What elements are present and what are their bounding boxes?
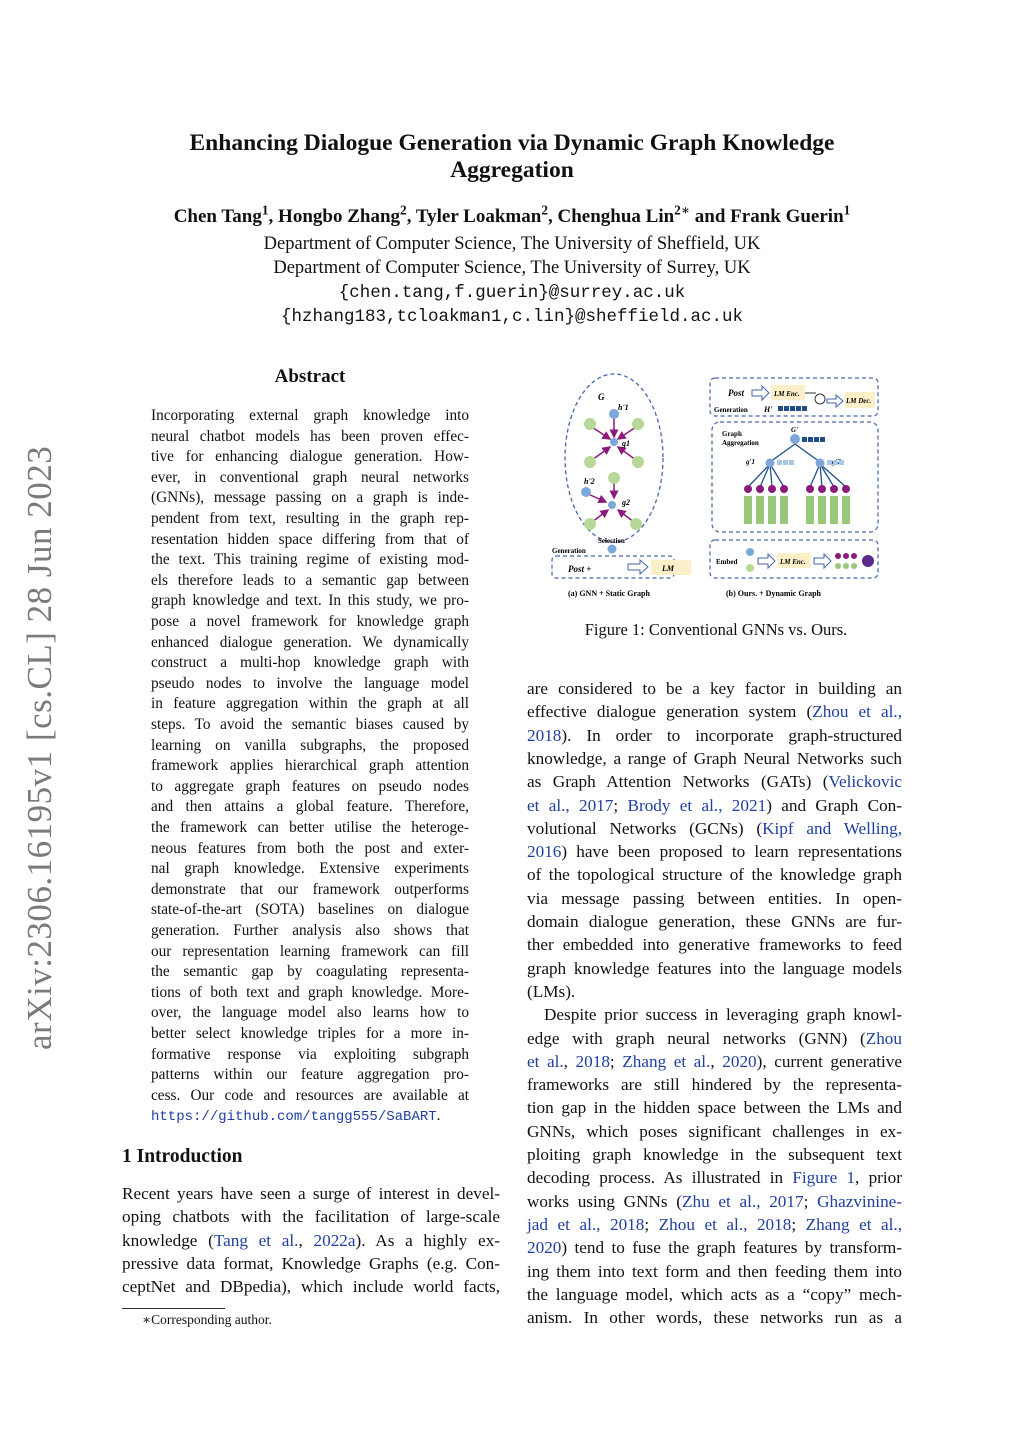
abstract-line: patterns within our feature aggregation pro- xyxy=(151,1066,469,1084)
text-run: ; xyxy=(644,1214,659,1234)
text-run: Recent years have seen a surge of interest in devel- xyxy=(122,1184,500,1203)
label-h1: h'1 xyxy=(618,403,629,412)
citation-link[interactable]: Zhou et al., xyxy=(812,702,902,722)
affiliation-sheffield: Department of Computer Science, The University of Sheffield, UK xyxy=(263,234,761,254)
abstract-line: neural chatbot models has been proven effec- xyxy=(151,427,469,445)
abstract-line: cess. Our code and resources are available at xyxy=(151,1086,469,1104)
text-run: edge with graph neural networks (GNN) ( xyxy=(527,1028,866,1048)
body-line xyxy=(527,865,902,885)
abstract-line: demonstrate that our framework outperforms xyxy=(151,880,469,898)
author-name: Tyler Loakman xyxy=(415,206,542,227)
text-run: ; xyxy=(791,1214,806,1234)
text-run: graph knowledge features into the language models xyxy=(527,958,902,978)
text-run: tion gap in the hidden space between the LMs and xyxy=(527,1098,902,1118)
body-line xyxy=(527,1122,902,1142)
citation-link[interactable]: Figure 1 xyxy=(792,1168,856,1188)
abstract-line: tions of both text and graph knowledge. More- xyxy=(151,983,469,1001)
author-name: Chen Tang xyxy=(173,206,262,227)
body-line xyxy=(527,912,902,932)
body-line xyxy=(527,772,902,792)
text-run: decoding process. As illustrated in xyxy=(527,1168,793,1188)
citation-link[interactable]: Zhang et al. xyxy=(622,1051,711,1071)
label-g1-prime: g'1 xyxy=(746,458,755,466)
citation-link[interactable]: 2018 xyxy=(575,1051,610,1071)
citation-link[interactable]: 2020 xyxy=(527,1238,562,1258)
global-node xyxy=(790,434,800,444)
abstract-line: pose a novel framework for knowledge graph xyxy=(151,613,469,630)
abstract-line: generation. Further analysis also shows that xyxy=(151,922,469,939)
abstract-line: nal graph knowledge. Extensive experiments xyxy=(151,860,469,878)
author-affiliation-mark: 2 xyxy=(400,202,407,218)
text-run: ), current generative xyxy=(756,1051,903,1071)
label-h-prime: H' xyxy=(764,405,773,414)
text-run: , xyxy=(563,1051,576,1071)
label-aggregation: Aggregation xyxy=(722,439,759,447)
text-run: the language model, which acts as a “copy” mech- xyxy=(527,1284,902,1304)
label-embed: Embed xyxy=(716,558,738,566)
abstract-line: and then attains a global feature. Therefore, xyxy=(151,798,469,816)
body-line xyxy=(544,1005,902,1025)
body-line xyxy=(527,1262,902,1282)
intro-line xyxy=(122,1231,500,1251)
text-run: knowledge ( xyxy=(122,1230,214,1250)
text-run: , xyxy=(298,1230,314,1250)
label-g2: g2 xyxy=(622,498,630,507)
label-lm-enc-top: LM Enc. xyxy=(774,390,800,398)
label-lm-dec: LM Dec. xyxy=(846,397,872,405)
label-lm-enc-bottom: LM Enc. xyxy=(780,558,806,566)
intro-line xyxy=(122,1254,500,1274)
citation-link[interactable]: 2022a xyxy=(313,1230,356,1250)
body-line xyxy=(527,702,902,722)
label-generation-b: Generation xyxy=(714,406,748,414)
intro-line xyxy=(122,1184,500,1204)
abstract-line: framework applies hierarchical graph attention xyxy=(151,757,469,775)
citation-link[interactable]: Zhou et al., 2018 xyxy=(658,1214,792,1234)
text-run: ; xyxy=(613,795,628,815)
author-affiliation-mark: 1 xyxy=(843,202,851,218)
author-name: Chenghua Lin xyxy=(557,206,675,227)
figure-1-caption: Figure 1: Conventional GNNs vs. Ours. xyxy=(584,620,848,639)
body-line xyxy=(527,1098,902,1118)
body-line xyxy=(527,1029,902,1049)
text-run: frameworks are still hindered by the representa- xyxy=(527,1075,902,1095)
citation-link[interactable]: 2020 xyxy=(722,1051,757,1071)
text-run: ) and Graph Con- xyxy=(766,795,902,815)
text-run: ). In order to incorporate graph-structured xyxy=(561,725,902,745)
abstract-line: resentation hidden space differing from that of xyxy=(151,530,469,548)
title-line-2: Aggregation xyxy=(450,157,574,183)
text-run: anism. In other words, these networks run as a xyxy=(527,1308,902,1328)
label-lm-a: LM xyxy=(662,564,674,573)
text-run: works using GNNs ( xyxy=(527,1191,683,1211)
text-run: ceptNet and DBpedia), which include world facts, xyxy=(122,1277,500,1297)
body-line xyxy=(527,1052,902,1072)
node-h1 xyxy=(609,409,619,419)
text-run: ploiting graph knowledge in the subsequent text xyxy=(527,1145,902,1164)
citation-link[interactable]: 2016 xyxy=(527,842,562,862)
text-run: ther embedded into generative frameworks to feed xyxy=(527,935,902,955)
abstract-line: the text. This training regime of existing mod- xyxy=(151,551,469,569)
citation-link[interactable]: Ghazvinine- xyxy=(817,1191,903,1211)
text-run: via message passing between entities. In open- xyxy=(527,888,902,908)
text-run: effective dialogue generation system ( xyxy=(527,702,813,722)
abstract-line: Incorporating external graph knowledge into xyxy=(151,407,469,424)
abstract-line: better select knowledge triples for a more in- xyxy=(151,1025,469,1042)
citation-link[interactable]: jad et al., 2018 xyxy=(527,1214,645,1234)
text-run: ; xyxy=(609,1051,623,1071)
label-g1: g1 xyxy=(622,439,630,448)
citation-link[interactable]: Velickovic xyxy=(828,772,902,792)
body-line xyxy=(527,1145,902,1165)
label-h2: h'2 xyxy=(584,477,595,486)
abstract-line: steps. To avoid the semantic biases caused by xyxy=(151,716,469,733)
subgraph-1 xyxy=(584,409,644,468)
label-graph: Graph xyxy=(722,430,742,438)
abstract-code-link-line xyxy=(151,1107,440,1125)
author-affiliation-mark: 1 xyxy=(261,202,269,218)
add-op-icon xyxy=(815,394,825,404)
code-repository-link[interactable]: https://github.com/tangg555/SaBART xyxy=(151,1109,437,1126)
abstract-line: formative response via exploiting subgraph xyxy=(151,1045,469,1063)
arxiv-identifier: arXiv:2306.16195v1 [cs.CL] 28 Jun 2023 xyxy=(20,445,59,1050)
body-line xyxy=(527,679,902,699)
abstract-line: the semantic gap by coagulating representa- xyxy=(151,963,469,981)
label-g-prime: G' xyxy=(791,426,798,434)
body-line xyxy=(527,726,902,746)
author-affiliation-mark: 2∗ xyxy=(674,202,691,218)
abstract-line: pseudo nodes to involve the language model xyxy=(151,674,469,692)
graph-embedding-node xyxy=(862,555,874,567)
text-run: , prior xyxy=(855,1168,902,1188)
intro-line xyxy=(122,1277,500,1297)
graph-ellipse xyxy=(565,374,663,542)
label-selection: Selection xyxy=(598,537,625,545)
figure-1-diagram xyxy=(548,372,884,604)
body-line xyxy=(527,1238,902,1258)
body-line xyxy=(527,819,902,839)
body-line xyxy=(527,1285,902,1305)
text-run: ) have been proposed to learn representations xyxy=(561,842,902,862)
abstract-final-period: . xyxy=(436,1107,441,1125)
text-run: volutional Networks (GCNs) ( xyxy=(527,818,763,838)
text-run: knowledge, a range of Graph Neural Networks such xyxy=(527,748,902,768)
label-post-b: Post xyxy=(728,388,745,398)
email-surrey: {chen.tang,f.guerin}@surrey.ac.uk xyxy=(338,283,686,303)
abstract-line: tive for enhancing dialogue generation. How- xyxy=(151,448,469,466)
citation-link[interactable]: et al. xyxy=(527,1051,564,1071)
abstract-line: pendent from text, resulting in the graph rep- xyxy=(151,510,469,527)
text-run: ing them into text form and then feeding them into xyxy=(527,1261,902,1281)
footnote-rule xyxy=(122,1308,225,1309)
citation-link[interactable]: Brody et al., 2021 xyxy=(627,795,767,815)
body-line xyxy=(527,749,902,769)
text-run: ) tend to fuse the graph features by transform- xyxy=(561,1238,902,1258)
caption-b: (b) Ours. + Dynamic Graph xyxy=(726,589,822,598)
text-run: , xyxy=(710,1051,723,1071)
abstract-line: in feature aggregation within the graph at all xyxy=(151,695,469,713)
h-prime-vector xyxy=(778,406,807,411)
body-line xyxy=(527,982,902,1002)
paper-title xyxy=(120,130,904,184)
author-name: Hongbo Zhang xyxy=(278,206,401,227)
abstract-line: our representation learning framework can fill xyxy=(151,942,469,960)
label-post-a: Post + xyxy=(568,564,592,574)
label-generation-a: Generation xyxy=(552,547,586,555)
abstract-line: learning on vanilla subgraphs, the proposed xyxy=(151,736,469,754)
intro-line xyxy=(122,1207,500,1227)
entity-nodes xyxy=(744,485,850,493)
body-line xyxy=(527,889,902,909)
text-run: pressive data format, Knowledge Graphs (e.g. Con- xyxy=(122,1253,500,1273)
body-line xyxy=(527,1192,902,1212)
text-run: ; xyxy=(803,1191,818,1211)
citation-link[interactable]: Tang et al. xyxy=(213,1230,299,1250)
body-line xyxy=(527,842,902,862)
citation-link[interactable]: Kipf and Welling, xyxy=(762,818,902,838)
body-line xyxy=(527,796,902,816)
abstract-line: neous features from both the post and exter- xyxy=(151,839,469,857)
text-run: (LMs). xyxy=(527,981,576,1001)
citation-link[interactable]: et al., 2017 xyxy=(527,795,614,815)
abstract-line: state-of-the-art (SOTA) baselines on dialogue xyxy=(151,901,469,919)
abstract-line: the framework can better utilise the heteroge- xyxy=(151,819,469,836)
body-line xyxy=(527,1075,902,1095)
abstract-line: construct a multi-hop knowledge graph with xyxy=(151,654,469,672)
citation-link[interactable]: 2018 xyxy=(527,725,562,745)
abstract-line: els therefore leads to a semantic gap between xyxy=(151,571,469,589)
text-run: GNNs, which poses significant challenges in ex- xyxy=(527,1121,902,1141)
body-line xyxy=(527,1308,902,1328)
footnote: ∗Corresponding author. xyxy=(142,1312,272,1327)
affiliation-surrey: Department of Computer Science, The University of Surrey, UK xyxy=(273,258,751,278)
body-line xyxy=(527,1215,902,1235)
abstract-line: graph knowledge and text. In this study, we pro- xyxy=(151,592,469,610)
section-heading-introduction: 1 Introduction xyxy=(122,1146,243,1167)
body-line xyxy=(527,935,902,955)
title-line-1: Enhancing Dialogue Generation via Dynamic Graph Knowledge xyxy=(189,130,835,156)
author-affiliation-mark: 2 xyxy=(541,202,548,218)
figure-1 xyxy=(548,372,884,604)
citation-link[interactable]: Zhu et al., 2017 xyxy=(682,1191,804,1211)
abstract-line: to aggregate graph features on pseudo nodes xyxy=(151,777,469,795)
text-run: of the topological structure of the knowledge graph xyxy=(527,865,902,885)
label-g: G xyxy=(598,392,605,402)
abstract-line: (GNNs), message passing on a graph is inde- xyxy=(151,489,469,507)
caption-a: (a) GNN + Static Graph xyxy=(568,589,650,598)
abstract-line: enhanced dialogue generation. We dynamically xyxy=(151,633,469,651)
triple-token-stacks xyxy=(744,496,850,524)
abstract-line: ever, in conventional graph neural networks xyxy=(151,468,469,486)
text-run: ). As a highly ex- xyxy=(355,1230,501,1250)
text-run: domain dialogue generation, these GNNs are fur- xyxy=(527,912,902,931)
text-run: as Graph Attention Networks (GATs) ( xyxy=(527,772,829,792)
citation-link[interactable]: Zhou xyxy=(865,1028,902,1048)
text-run: Despite prior success in leveraging graph knowl- xyxy=(544,1005,902,1025)
body-line xyxy=(527,1168,902,1188)
author-list: Chen Tang$^1$, Hongbo Zhang$^2$, Tyler Loakman$^2$, Chenghua Lin$^{2∗}$ and Frank Guerin$^1$ xyxy=(173,202,851,227)
author-name: Frank Guerin xyxy=(730,206,844,227)
text-run: oping chatbots with the facilitation of large-scale xyxy=(122,1207,500,1227)
abstract-line: over, the language model also learns how to xyxy=(151,1004,469,1022)
text-run: are considered to be a key factor in building an xyxy=(527,679,902,698)
email-sheffield: {hzhang183,tcloakman1,c.lin}@sheffield.ac.uk xyxy=(280,307,744,327)
abstract-heading: Abstract xyxy=(274,366,346,387)
body-line xyxy=(527,959,902,979)
citation-link[interactable]: Zhang et al., xyxy=(805,1214,903,1234)
